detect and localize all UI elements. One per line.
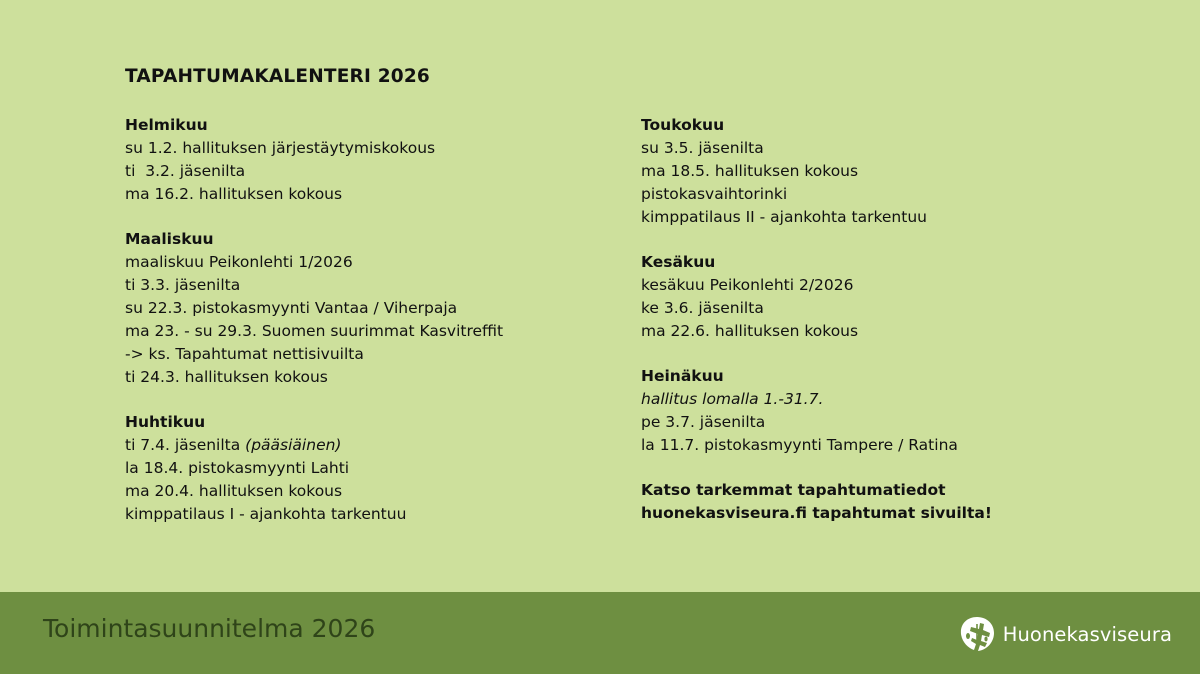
event-line: kimppatilaus I - ajankohta tarkentuu <box>125 505 407 523</box>
event-line: ti 3.2. jäsenilta <box>125 162 246 180</box>
callout-line: Katso tarkemmat tapahtumatiedot <box>641 481 946 499</box>
callout-link: huonekasviseura.fi tapahtumat sivuilta! <box>641 504 992 522</box>
event-line: ma 16.2. hallituksen kokous <box>125 185 343 203</box>
event-line: su 1.2. hallituksen järjestäytymiskokous <box>125 139 436 157</box>
event-line: ma 20.4. hallituksen kokous <box>125 482 343 500</box>
month-huhtikuu <box>125 411 595 526</box>
monstera-leaf-icon <box>957 614 997 654</box>
event-line: maaliskuu Peikonlehti 1/2026 <box>125 253 353 271</box>
month-heinakuu <box>641 365 1111 457</box>
event-note: hallitus lomalla 1.-31.7. <box>641 390 824 408</box>
month-maaliskuu <box>125 228 595 389</box>
event-line: -> ks. Tapahtumat nettisivuilta <box>125 345 364 363</box>
brand-name: Huonekasviseura <box>1002 622 1172 646</box>
month-helmikuu <box>125 114 595 206</box>
event-line: la 18.4. pistokasmyynti Lahti <box>125 459 350 477</box>
event-line: su 3.5. jäsenilta <box>641 139 764 157</box>
event-line: su 22.3. pistokasmyynti Vantaa / Viherpaja <box>125 299 458 317</box>
event-line: ti 3.3. jäsenilta <box>125 276 241 294</box>
left-column <box>125 114 595 548</box>
event-text: ti 7.4. jäsenilta <box>125 436 246 454</box>
event-line: pe 3.7. jäsenilta <box>641 413 766 431</box>
event-line: kimppatilaus II - ajankohta tarkentuu <box>641 208 927 226</box>
event-line: ma 23. - su 29.3. Suomen suurimmat Kasvitreffit <box>125 322 504 340</box>
month-heading: Maaliskuu <box>125 230 214 248</box>
event-line <box>125 434 595 457</box>
month-heading: Helmikuu <box>125 116 208 134</box>
month-heading: Toukokuu <box>641 116 725 134</box>
event-line: ke 3.6. jäsenilta <box>641 299 764 317</box>
event-note: (pääsiäinen) <box>245 436 342 454</box>
right-column <box>641 114 1111 525</box>
event-line: ma 18.5. hallituksen kokous <box>641 162 859 180</box>
month-heading: Huhtikuu <box>125 413 206 431</box>
event-line: ma 22.6. hallituksen kokous <box>641 322 859 340</box>
month-toukokuu <box>641 114 1111 229</box>
event-line: ti 24.3. hallituksen kokous <box>125 368 328 386</box>
event-line: kesäkuu Peikonlehti 2/2026 <box>641 276 854 294</box>
month-heading: Kesäkuu <box>641 253 716 271</box>
event-line: pistokasvaihtorinki <box>641 185 788 203</box>
month-kesakuu <box>641 251 1111 343</box>
brand-logo <box>957 614 1172 654</box>
website-callout <box>641 479 1111 525</box>
footer-title: Toimintasuunnitelma 2026 <box>43 614 376 643</box>
event-line: la 11.7. pistokasmyynti Tampere / Ratina <box>641 436 958 454</box>
month-heading: Heinäkuu <box>641 367 724 385</box>
page-title: TAPAHTUMAKALENTERI 2026 <box>125 66 431 87</box>
footer-bar <box>0 592 1200 674</box>
